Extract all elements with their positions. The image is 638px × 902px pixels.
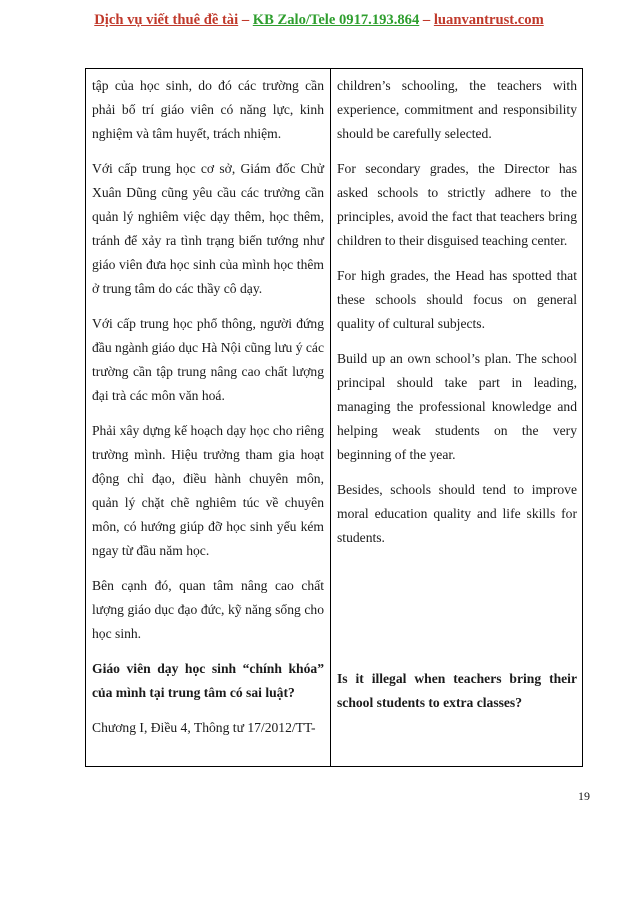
en-paragraph-1: children’s schooling, the teachers with experience, commitment and responsibility should be carefully selected. <box>337 78 577 141</box>
page-number: 19 <box>578 789 590 803</box>
separator-2: – <box>419 12 434 28</box>
vn-paragraph-1: tập của học sinh, do đó các trường cần phải bố trí giáo viên có năng lực, kinh nghiệm và tâm huyết, trách nhiệm. <box>92 78 324 141</box>
vn-paragraph-7: Chương I, Điều 4, Thông tư 17/2012/TT- <box>92 720 316 735</box>
separator-1: – <box>238 12 253 28</box>
vietnamese-column <box>92 74 324 740</box>
vn-paragraph-3: Với cấp trung học phổ thông, người đứng đầu ngành giáo dục Hà Nội cũng lưu ý các trường cần tập trung nâng cao chất lượng đại trà các môn văn hoá. <box>92 316 324 403</box>
website-link[interactable]: luanvantrust.com <box>433 12 544 28</box>
en-paragraph-5: Besides, schools should tend to improve moral education quality and life skills for students. <box>337 482 577 545</box>
en-paragraph-3: For high grades, the Head has spotted that these schools should focus on general quality of cultural subjects. <box>337 268 577 331</box>
en-paragraph-2: For secondary grades, the Director has asked schools to strictly adhere to the principles, avoid the fact that teachers bring children to their disguised teaching center. <box>337 161 577 248</box>
en-paragraph-4: Build up an own school’s plan. The school principal should take part in leading, managing the professional knowledge and helping weak students on the very beginning of the year. <box>337 351 577 462</box>
column-divider <box>330 69 331 766</box>
english-column <box>337 74 577 715</box>
service-text[interactable]: Dịch vụ viết thuê đề tài <box>94 12 239 28</box>
bilingual-table <box>85 68 583 767</box>
vn-paragraph-4: Phải xây dựng kế hoạch dạy học cho riêng trường mình. Hiệu trưởng tham gia hoạt động chỉ đạo, điều hành chuyên môn, quản lý chặt chẽ nghiêm túc về chuyên môn, có hướng giúp đỡ học sinh yếu kém ngay từ đầu năm học. <box>92 423 324 558</box>
vn-paragraph-2: Với cấp trung học cơ sở, Giám đốc Chử Xuân Dũng cũng yêu cầu các trưởng cần quản lý nghiêm việc dạy thêm, học thêm, tránh để xảy ra tình trạng biến tướng như giáo viên đưa học sinh của mình học thêm ở trung tâm do các thầy cô dạy. <box>92 161 324 296</box>
vn-heading-question: Giáo viên dạy học sinh “chính khóa” của mình tại trung tâm có sai luật? <box>92 661 324 700</box>
contact-text[interactable]: KB Zalo/Tele 0917.193.864 <box>252 12 420 28</box>
header-banner <box>0 12 638 29</box>
vn-paragraph-5: Bên cạnh đó, quan tâm nâng cao chất lượng giáo dục đạo đức, kỹ năng sống cho học sinh. <box>92 578 324 641</box>
en-heading-question: Is it illegal when teachers bring their school students to extra classes? <box>337 671 577 710</box>
